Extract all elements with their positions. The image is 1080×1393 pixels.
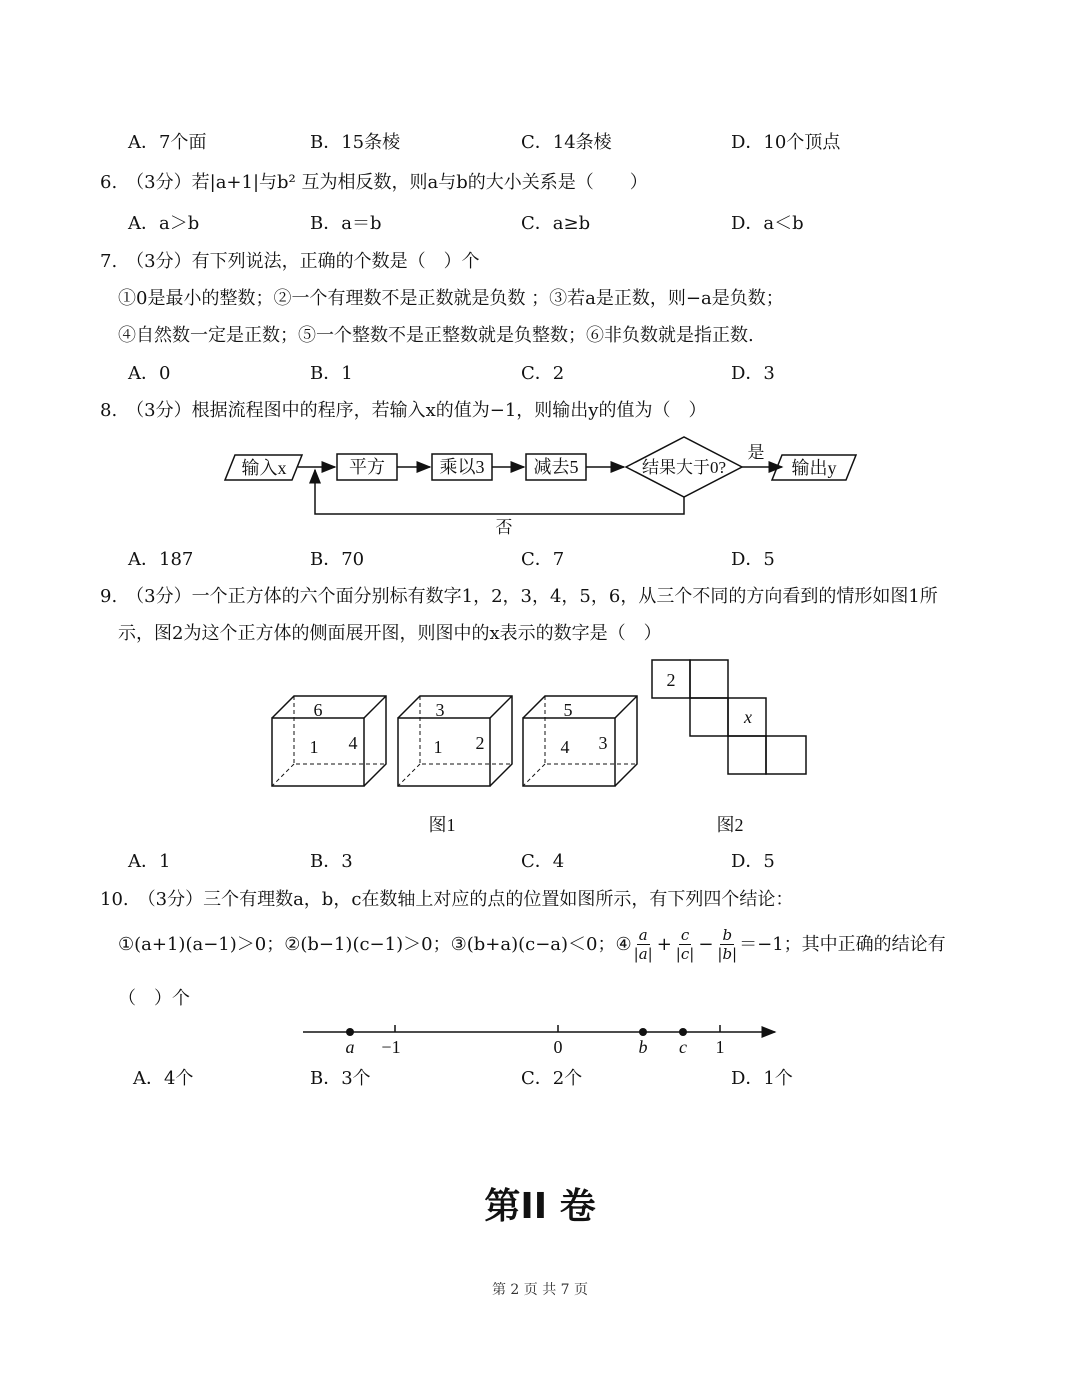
- fraction-a: [634, 926, 653, 963]
- cube3-side: 3: [598, 733, 608, 753]
- q6-option-c: C．a≥b: [521, 213, 591, 234]
- q8-option-a: A．187: [128, 549, 194, 570]
- q9-stem-line1: 9. （3分）一个正方体的六个面分别标有数字1，2，3，4，5，6，从三个不同的方向看到的情形如图1所: [100, 586, 938, 607]
- section-title: 第II 卷: [484, 1186, 596, 1227]
- fraction-a-num: a: [638, 926, 648, 944]
- cube1-front: 1: [309, 737, 319, 757]
- cube3-front: 4: [560, 737, 570, 757]
- q7-option-a: A．0: [128, 363, 171, 384]
- cube2-side: 2: [475, 733, 485, 753]
- label-one: 1: [715, 1037, 725, 1057]
- fraction-b-den: |b|: [717, 945, 738, 963]
- cube-1: [272, 696, 386, 786]
- point-b: [639, 1028, 647, 1036]
- flow-decision-label: 结果大于0?: [641, 458, 727, 477]
- net-cell-2: 2: [666, 670, 676, 690]
- flow-subtract-label: 减去5: [533, 457, 579, 477]
- cube-2: [398, 696, 512, 786]
- minus-sign: −: [698, 933, 714, 955]
- q7-option-d: D．3: [731, 363, 775, 384]
- flow-multiply-label: 乘以3: [439, 457, 485, 477]
- q9-option-a: A．1: [128, 851, 171, 872]
- plus-sign: +: [656, 933, 672, 955]
- fraction-b: [717, 926, 737, 963]
- page-footer: 第 2 页 共 7 页: [491, 1282, 589, 1298]
- flow-square-label: 平方: [349, 457, 385, 477]
- q6-option-b: B．a＝b: [310, 213, 382, 234]
- cube2-top: 3: [435, 700, 445, 720]
- flow-output-label: 输出y: [791, 458, 837, 478]
- cube1-side: 4: [348, 733, 358, 753]
- q5-option-b: B．15条棱: [310, 132, 401, 153]
- q7-stem: 7. （3分）有下列说法，正确的个数是（ ）个: [100, 251, 480, 272]
- q9-option-d: D．5: [731, 851, 775, 872]
- q8-option-d: D．5: [731, 549, 775, 570]
- q10-stem: 10. （3分）三个有理数a，b，c在数轴上对应的点的位置如图所示，有下列四个结论：: [100, 889, 794, 910]
- q10-conclusion-4-prefix: ④: [615, 933, 632, 955]
- q8-stem: 8. （3分）根据流程图中的程序，若输入x的值为−1，则输出y的值为（ ）: [100, 400, 707, 421]
- cube1-top: 6: [313, 700, 323, 720]
- fig2-caption: 图2: [716, 815, 744, 835]
- fig1-caption: 图1: [428, 815, 456, 835]
- q9-option-b: B．3: [310, 851, 353, 872]
- flow-no-label: 否: [495, 518, 513, 537]
- fraction-a-den: |a|: [633, 945, 653, 963]
- flow-yes-label: 是: [747, 443, 765, 462]
- cube-figures: [260, 650, 820, 840]
- flow-input-label: 输入x: [241, 458, 287, 478]
- q10-answer-line: （ ）个: [118, 988, 190, 1009]
- q5-option-a: A．7个面: [128, 132, 207, 153]
- q10-conclusions: [118, 926, 946, 963]
- label-minus1: −1: [381, 1037, 401, 1057]
- point-a: [346, 1028, 354, 1036]
- q10-option-c: C．2个: [521, 1068, 583, 1089]
- q5-option-c: C．14条棱: [521, 132, 612, 153]
- q10-option-a: A．4个: [133, 1068, 194, 1089]
- label-b: b: [638, 1037, 648, 1057]
- q9-stem-line2: 示，图2为这个正方体的侧面展开图，则图中的x表示的数字是（ ）: [118, 623, 662, 644]
- q6-option-d: D．a＜b: [731, 213, 804, 234]
- cube2-front: 1: [433, 737, 443, 757]
- q7-statements-line2: ④自然数一定是正数；⑤一个整数不是正整数就是负整数；⑥非负数就是指正数.: [118, 325, 754, 346]
- net-cell-x: x: [744, 707, 752, 727]
- cube-3: [523, 696, 637, 786]
- label-zero: 0: [553, 1037, 563, 1057]
- label-a: a: [345, 1037, 355, 1057]
- fraction-c-num: c: [680, 926, 690, 944]
- q6-option-a: A．a＞b: [128, 213, 200, 234]
- fraction-c-den: |c|: [675, 945, 695, 963]
- q10-option-b: B．3个: [310, 1068, 371, 1089]
- number-line: [295, 1015, 785, 1060]
- cube3-top: 5: [563, 700, 573, 720]
- q10-conclusion-2: ②(b−1)(c−1)＞0；: [284, 933, 451, 955]
- q9-option-c: C．4: [521, 851, 565, 872]
- q10-conclusion-1: ①(a+1)(a−1)＞0；: [118, 933, 285, 955]
- fraction-b-num: b: [722, 926, 733, 944]
- q8-option-b: B．70: [310, 549, 365, 570]
- q7-option-c: C．2: [521, 363, 565, 384]
- q7-option-b: B．1: [310, 363, 353, 384]
- q7-statements-line1: ①0是最小的整数；②一个有理数不是正数就是负数 ；③若a是正数，则−a是负数；: [118, 288, 784, 309]
- q5-option-d: D．10个顶点: [731, 132, 841, 153]
- q10-option-d: D．1个: [731, 1068, 793, 1089]
- q10-conclusion-4-tail: ＝−1；其中正确的结论有: [739, 933, 946, 955]
- q10-conclusion-3: ③(b+a)(c−a)＜0；: [450, 933, 616, 955]
- fraction-c: [676, 926, 695, 963]
- q6-stem: 6. （3分）若|a+1|与b² 互为相反数，则a与b的大小关系是（ ）: [100, 172, 648, 193]
- label-c: c: [679, 1037, 687, 1057]
- flowchart: [210, 430, 870, 540]
- point-c: [679, 1028, 687, 1036]
- q8-option-c: C．7: [521, 549, 565, 570]
